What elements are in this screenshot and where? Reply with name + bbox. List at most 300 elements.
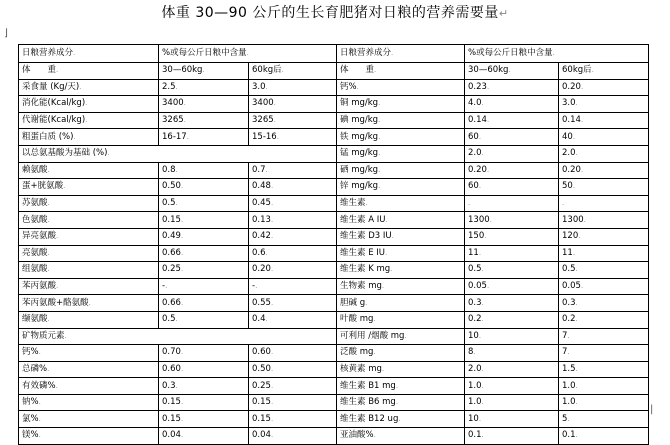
title-text: 体重 30—90 公斤的生长育肥猪对日粮的营养需要量 xyxy=(161,5,499,21)
table-cell xyxy=(465,145,559,162)
cell-text: 0.2 xyxy=(562,314,576,325)
cell-text: 2.0 xyxy=(468,363,482,374)
table-cell xyxy=(465,63,559,80)
table-cell xyxy=(465,328,559,345)
cell-end-mark: . xyxy=(575,265,578,274)
table-cell xyxy=(19,378,159,395)
cell-text: 30—60kg xyxy=(162,65,203,76)
cell-text: 0.25 xyxy=(162,264,181,275)
table-cell xyxy=(249,262,337,279)
cell-text: 0.25 xyxy=(252,380,271,391)
cell-end-mark: . xyxy=(175,165,178,174)
cell-end-mark: . xyxy=(381,282,385,291)
table-cell xyxy=(465,378,559,395)
table-cell xyxy=(465,96,559,113)
table-cell xyxy=(249,112,337,129)
table-row xyxy=(19,328,649,345)
table-cell xyxy=(465,212,559,229)
cell-text: 120 xyxy=(562,231,579,242)
table-cell xyxy=(559,63,649,80)
table-cell xyxy=(159,278,249,295)
cell-end-mark: . xyxy=(73,132,76,141)
table-cell xyxy=(337,112,465,129)
table-cell xyxy=(159,245,249,262)
cell-end-mark: . xyxy=(270,398,274,407)
table-cell xyxy=(159,195,249,212)
table-cell xyxy=(337,411,465,428)
cell-text: 8 xyxy=(468,347,474,358)
cell-end-mark: . xyxy=(373,315,376,324)
cell-end-mark: . xyxy=(567,414,570,423)
table-cell xyxy=(559,228,649,245)
table-cell xyxy=(465,162,559,179)
table-cell xyxy=(559,145,649,162)
cell-text: 0.2 xyxy=(468,314,482,325)
table-cell xyxy=(159,162,249,179)
cell-text: 3265 xyxy=(162,115,184,126)
table-cell xyxy=(559,162,649,179)
table-cell xyxy=(337,311,465,328)
table-body xyxy=(19,63,649,445)
cell-end-mark: . xyxy=(175,82,178,91)
table-cell xyxy=(559,278,649,295)
header-cell xyxy=(159,45,337,63)
cell-text: 异亮氨酸 xyxy=(22,231,57,242)
cell-end-mark: . xyxy=(378,165,381,174)
cell-text: 40 xyxy=(562,131,573,142)
table-cell xyxy=(19,228,159,245)
table-cell xyxy=(19,162,159,179)
table-cell xyxy=(159,295,249,312)
cell-end-mark: . xyxy=(270,364,274,373)
table-cell xyxy=(19,361,159,378)
cell-end-mark: . xyxy=(180,364,184,373)
table-cell xyxy=(249,228,337,245)
cell-text: 2.5 xyxy=(162,81,176,92)
table-row xyxy=(19,428,649,445)
table-cell xyxy=(465,112,559,129)
header-cell xyxy=(465,45,649,63)
cell-text: 维生素 xyxy=(340,198,366,209)
cell-end-mark: . xyxy=(374,66,377,75)
table-cell xyxy=(559,361,649,378)
cell-text: 0.20 xyxy=(562,164,581,175)
table-cell xyxy=(249,394,337,411)
table-cell xyxy=(249,129,337,146)
table-cell xyxy=(337,179,465,196)
cell-end-mark: . xyxy=(395,398,399,407)
cell-text: 0.3 xyxy=(162,380,176,391)
table-cell xyxy=(559,295,649,312)
cell-text: 维生素 B12 ug xyxy=(340,413,399,424)
cell-end-mark: . xyxy=(175,381,178,390)
table-cell xyxy=(159,428,249,445)
table-cell xyxy=(19,311,159,328)
table-cell xyxy=(159,212,249,229)
table-cell xyxy=(559,378,649,395)
cell-text: 维生素 B6 mg xyxy=(340,397,396,408)
cell-text: 0.1 xyxy=(562,430,576,441)
cell-text: 硒 mg/kg xyxy=(340,164,379,175)
cell-end-mark: . xyxy=(56,282,59,291)
cell-end-mark: . xyxy=(468,199,471,208)
cell-end-mark: . xyxy=(180,414,184,423)
cell-end-mark: . xyxy=(180,265,184,274)
cell-text: 0.14 xyxy=(468,115,487,126)
cell-end-mark: . xyxy=(404,331,407,340)
cell-text: 7 xyxy=(562,347,568,358)
cell-text: 粗蛋白质 (%) xyxy=(22,131,74,142)
cell-end-mark: . xyxy=(391,49,394,57)
cell-text: 维生素 A IU xyxy=(340,214,386,225)
cell-text: 1.0 xyxy=(468,380,482,391)
cell-text: 亚油酸% xyxy=(340,430,374,441)
cell-end-mark: . xyxy=(38,431,41,440)
cell-end-mark: . xyxy=(580,82,584,91)
cell-text: 蛋+胱氨酸 xyxy=(22,181,64,192)
table-cell xyxy=(249,295,337,312)
cell-end-mark: . xyxy=(79,82,82,91)
cell-text: 1.0 xyxy=(562,380,576,391)
cell-text: 体 重 xyxy=(22,65,57,76)
table-cell xyxy=(465,245,559,262)
cell-end-mark: . xyxy=(481,298,484,307)
cell-end-mark: . xyxy=(572,182,576,191)
table-row xyxy=(19,378,649,395)
cell-end-mark: . xyxy=(180,398,184,407)
cell-end-mark: . xyxy=(365,298,368,307)
cell-text: 维生素 K mg xyxy=(340,264,391,275)
cell-end-mark: . xyxy=(270,298,274,307)
header-label: 日粮营养成分 xyxy=(22,48,74,58)
table-cell xyxy=(465,428,559,445)
cell-end-mark: . xyxy=(281,66,284,75)
cell-text: 0.45 xyxy=(252,198,271,209)
cell-text: 0.66 xyxy=(162,297,181,308)
cell-text: 钠% xyxy=(22,397,39,408)
cell-end-mark: . xyxy=(38,348,41,357)
table-cell xyxy=(337,394,465,411)
table-cell xyxy=(337,328,465,345)
cell-text: 0.23 xyxy=(468,81,487,92)
cell-end-mark: . xyxy=(270,414,274,423)
table-cell xyxy=(559,129,649,146)
cell-text: 11 xyxy=(562,247,573,258)
cell-text: 0.48 xyxy=(252,181,271,192)
cell-text: 苯丙氨酸+酪氨酸 xyxy=(22,297,89,308)
cell-text: 以总氨基酸为基础 (%) xyxy=(22,148,108,159)
cell-text: 苯丙氨酸 xyxy=(22,281,57,292)
cell-end-mark: . xyxy=(575,398,578,407)
cell-end-mark: . xyxy=(270,199,274,208)
table-cell xyxy=(465,228,559,245)
table-row xyxy=(19,245,649,262)
table-cell xyxy=(337,428,465,445)
table-cell xyxy=(249,428,337,445)
table-row xyxy=(19,179,649,196)
cell-end-mark: . xyxy=(373,348,376,357)
cell-text: 10 xyxy=(468,330,479,341)
table-cell xyxy=(249,179,337,196)
table-cell xyxy=(465,195,559,212)
table-cell xyxy=(559,311,649,328)
cell-text: 3400 xyxy=(252,98,274,109)
table-row xyxy=(19,96,649,113)
table-cell xyxy=(19,63,159,80)
text-cursor-mark: | xyxy=(650,404,654,415)
header-label: %或每公斤日粮中含量 xyxy=(162,48,247,58)
cell-end-mark: . xyxy=(180,348,184,357)
cell-end-mark: . xyxy=(180,182,184,191)
cell-end-mark: . xyxy=(246,49,249,57)
table-cell xyxy=(465,311,559,328)
cell-end-mark: . xyxy=(265,82,268,91)
cell-end-mark: . xyxy=(85,116,88,125)
table-cell xyxy=(337,245,465,262)
cell-text: 60kg后 xyxy=(252,65,282,76)
table-cell xyxy=(337,295,465,312)
cell-text: 0.49 xyxy=(162,231,181,242)
cell-end-mark: . xyxy=(73,49,76,57)
cell-text: 色氨酸 xyxy=(22,214,48,225)
cell-end-mark: . xyxy=(38,398,41,407)
table-cell xyxy=(249,79,337,96)
cell-end-mark: . xyxy=(390,265,393,274)
cell-end-mark: . xyxy=(489,215,492,224)
table-cell xyxy=(19,345,159,362)
cell-end-mark: . xyxy=(583,215,586,224)
cell-text: 60 xyxy=(468,181,479,192)
cell-end-mark: . xyxy=(202,66,205,75)
cell-end-mark: . xyxy=(47,265,50,274)
table-cell xyxy=(337,96,465,113)
table-cell xyxy=(559,195,649,212)
cell-end-mark: . xyxy=(478,248,482,257)
table-cell xyxy=(337,79,465,96)
cell-end-mark: . xyxy=(486,82,490,91)
cell-end-mark: . xyxy=(481,265,484,274)
cell-text: 有效磷% xyxy=(22,380,56,391)
cell-text: 氯% xyxy=(22,413,39,424)
table-cell xyxy=(19,96,159,113)
table-row xyxy=(19,411,649,428)
cell-end-mark: . xyxy=(183,99,186,108)
cell-end-mark: . xyxy=(365,199,368,208)
cell-end-mark: . xyxy=(165,282,168,291)
cell-end-mark: . xyxy=(265,165,268,174)
table-cell xyxy=(249,345,337,362)
cell-end-mark: . xyxy=(175,199,178,208)
cell-end-mark: . xyxy=(486,282,490,291)
table-cell xyxy=(465,345,559,362)
cell-text: 10 xyxy=(468,413,479,424)
cell-end-mark: . xyxy=(572,248,576,257)
cell-text: 0.70 xyxy=(162,347,181,358)
cell-text: 0.4 xyxy=(252,314,266,325)
cell-text: 0.66 xyxy=(162,247,181,258)
cell-end-mark: . xyxy=(575,298,578,307)
table-cell xyxy=(159,129,249,146)
cell-text: 30—60kg xyxy=(468,65,509,76)
cell-text: 3265 xyxy=(252,115,274,126)
cell-end-mark: . xyxy=(265,248,268,257)
table-cell xyxy=(159,79,249,96)
table-cell xyxy=(337,361,465,378)
paragraph-mark-icon: ↵ xyxy=(498,7,509,20)
table-row xyxy=(19,278,649,295)
cell-end-mark: . xyxy=(478,331,482,340)
table-row xyxy=(19,212,649,229)
header-label: 日粮营养成分 xyxy=(340,48,392,58)
cell-text: 维生素 B1 mg xyxy=(340,380,396,391)
cell-end-mark: . xyxy=(180,298,184,307)
table-row xyxy=(19,295,649,312)
cell-text: 3.0 xyxy=(252,81,266,92)
table-cell xyxy=(337,278,465,295)
table-cell xyxy=(249,361,337,378)
table-cell xyxy=(19,145,337,162)
cell-text: 0.15 xyxy=(252,413,271,424)
cell-end-mark: . xyxy=(270,215,274,224)
cell-text: 可利用 /烟酸 mg xyxy=(340,330,405,341)
table-cell xyxy=(159,63,249,80)
cell-end-mark: . xyxy=(575,431,578,440)
cell-text: 7 xyxy=(562,330,568,341)
cell-text: 0.3 xyxy=(468,297,482,308)
cell-text: 0.7 xyxy=(252,164,266,175)
cell-text: 0.15 xyxy=(162,214,181,225)
cell-text: 0.15 xyxy=(162,413,181,424)
cell-text: 0.15 xyxy=(162,397,181,408)
cell-end-mark: . xyxy=(47,364,50,373)
cell-end-mark: . xyxy=(580,165,584,174)
cell-text: 0.5 xyxy=(162,198,176,209)
cell-end-mark: . xyxy=(56,232,59,241)
table-row xyxy=(19,394,649,411)
table-cell xyxy=(465,394,559,411)
cell-text: 0.60 xyxy=(162,363,181,374)
cell-end-mark: . xyxy=(385,248,388,257)
cell-text: 0.3 xyxy=(562,297,576,308)
cell-text: 0.05 xyxy=(562,281,581,292)
margin-corner-mark: ⌋ xyxy=(4,28,8,39)
table-cell xyxy=(159,345,249,362)
cell-end-mark: . xyxy=(378,132,381,141)
cell-text: 0.13 xyxy=(252,214,271,225)
page-title xyxy=(0,4,670,23)
header-cell xyxy=(337,45,465,63)
table-cell xyxy=(19,245,159,262)
cell-end-mark: . xyxy=(64,331,67,340)
cell-text: 铜 mg/kg xyxy=(340,98,379,109)
cell-end-mark: . xyxy=(486,116,490,125)
cell-end-mark: . xyxy=(552,49,555,57)
cell-end-mark: . xyxy=(591,66,594,75)
cell-end-mark: . xyxy=(183,116,186,125)
table-cell xyxy=(159,112,249,129)
table-cell xyxy=(249,411,337,428)
cell-end-mark: . xyxy=(270,265,274,274)
cell-text: 0.05 xyxy=(468,281,487,292)
table-cell xyxy=(337,345,465,362)
cell-end-mark: . xyxy=(567,348,570,357)
table-cell xyxy=(559,428,649,445)
table-cell xyxy=(559,328,649,345)
table-cell xyxy=(249,162,337,179)
table-cell xyxy=(19,328,337,345)
cell-text: 0.20 xyxy=(562,81,581,92)
header-cell xyxy=(19,45,159,63)
table-cell xyxy=(337,145,465,162)
cell-text: 消化能(Kcal/kg) xyxy=(22,98,86,109)
cell-text: 1.5 xyxy=(562,363,576,374)
cell-end-mark: . xyxy=(270,431,274,440)
cell-end-mark: . xyxy=(575,315,578,324)
cell-end-mark: . xyxy=(273,116,276,125)
cell-end-mark: . xyxy=(575,99,578,108)
cell-end-mark: . xyxy=(270,348,274,357)
cell-end-mark: . xyxy=(47,248,50,257)
table-cell xyxy=(19,394,159,411)
cell-text: 钙% xyxy=(22,347,39,358)
cell-text: 镁% xyxy=(22,430,39,441)
table-cell xyxy=(159,378,249,395)
table-cell xyxy=(559,262,649,279)
table-cell xyxy=(19,278,159,295)
cell-text: 0.42 xyxy=(252,231,271,242)
table-cell xyxy=(249,378,337,395)
cell-text: 15-16 xyxy=(252,131,277,142)
table-cell xyxy=(559,394,649,411)
cell-end-mark: . xyxy=(373,431,376,440)
table-row xyxy=(19,145,649,162)
cell-end-mark: . xyxy=(378,149,381,158)
table-cell xyxy=(337,212,465,229)
table-cell xyxy=(559,79,649,96)
table-cell xyxy=(19,295,159,312)
cell-text: 锰 mg/kg xyxy=(340,148,379,159)
cell-end-mark: . xyxy=(265,315,268,324)
cell-end-mark: . xyxy=(481,431,484,440)
cell-end-mark: . xyxy=(175,315,178,324)
cell-end-mark: . xyxy=(562,199,565,208)
cell-text: 0.5 xyxy=(562,264,576,275)
cell-text: 150 xyxy=(468,231,485,242)
cell-end-mark: . xyxy=(481,149,484,158)
cell-end-mark: . xyxy=(575,364,578,373)
table-cell xyxy=(159,311,249,328)
cell-text: 1.0 xyxy=(468,397,482,408)
cell-end-mark: . xyxy=(575,381,578,390)
cell-text: 亮氨酸 xyxy=(22,247,48,258)
cell-end-mark: . xyxy=(381,364,385,373)
cell-end-mark: . xyxy=(180,215,184,224)
cell-text: 维生素 D3 IU xyxy=(340,231,392,242)
cell-end-mark: . xyxy=(270,381,274,390)
table-cell xyxy=(559,245,649,262)
table-cell xyxy=(159,179,249,196)
table-cell xyxy=(465,262,559,279)
table-cell xyxy=(559,112,649,129)
table-row xyxy=(19,129,649,146)
table-cell xyxy=(159,262,249,279)
cell-end-mark: . xyxy=(378,182,381,191)
cell-end-mark: . xyxy=(47,199,50,208)
cell-text: 0.5 xyxy=(468,264,482,275)
cell-end-mark: . xyxy=(508,66,511,75)
table-cell xyxy=(249,245,337,262)
cell-end-mark: . xyxy=(478,132,482,141)
